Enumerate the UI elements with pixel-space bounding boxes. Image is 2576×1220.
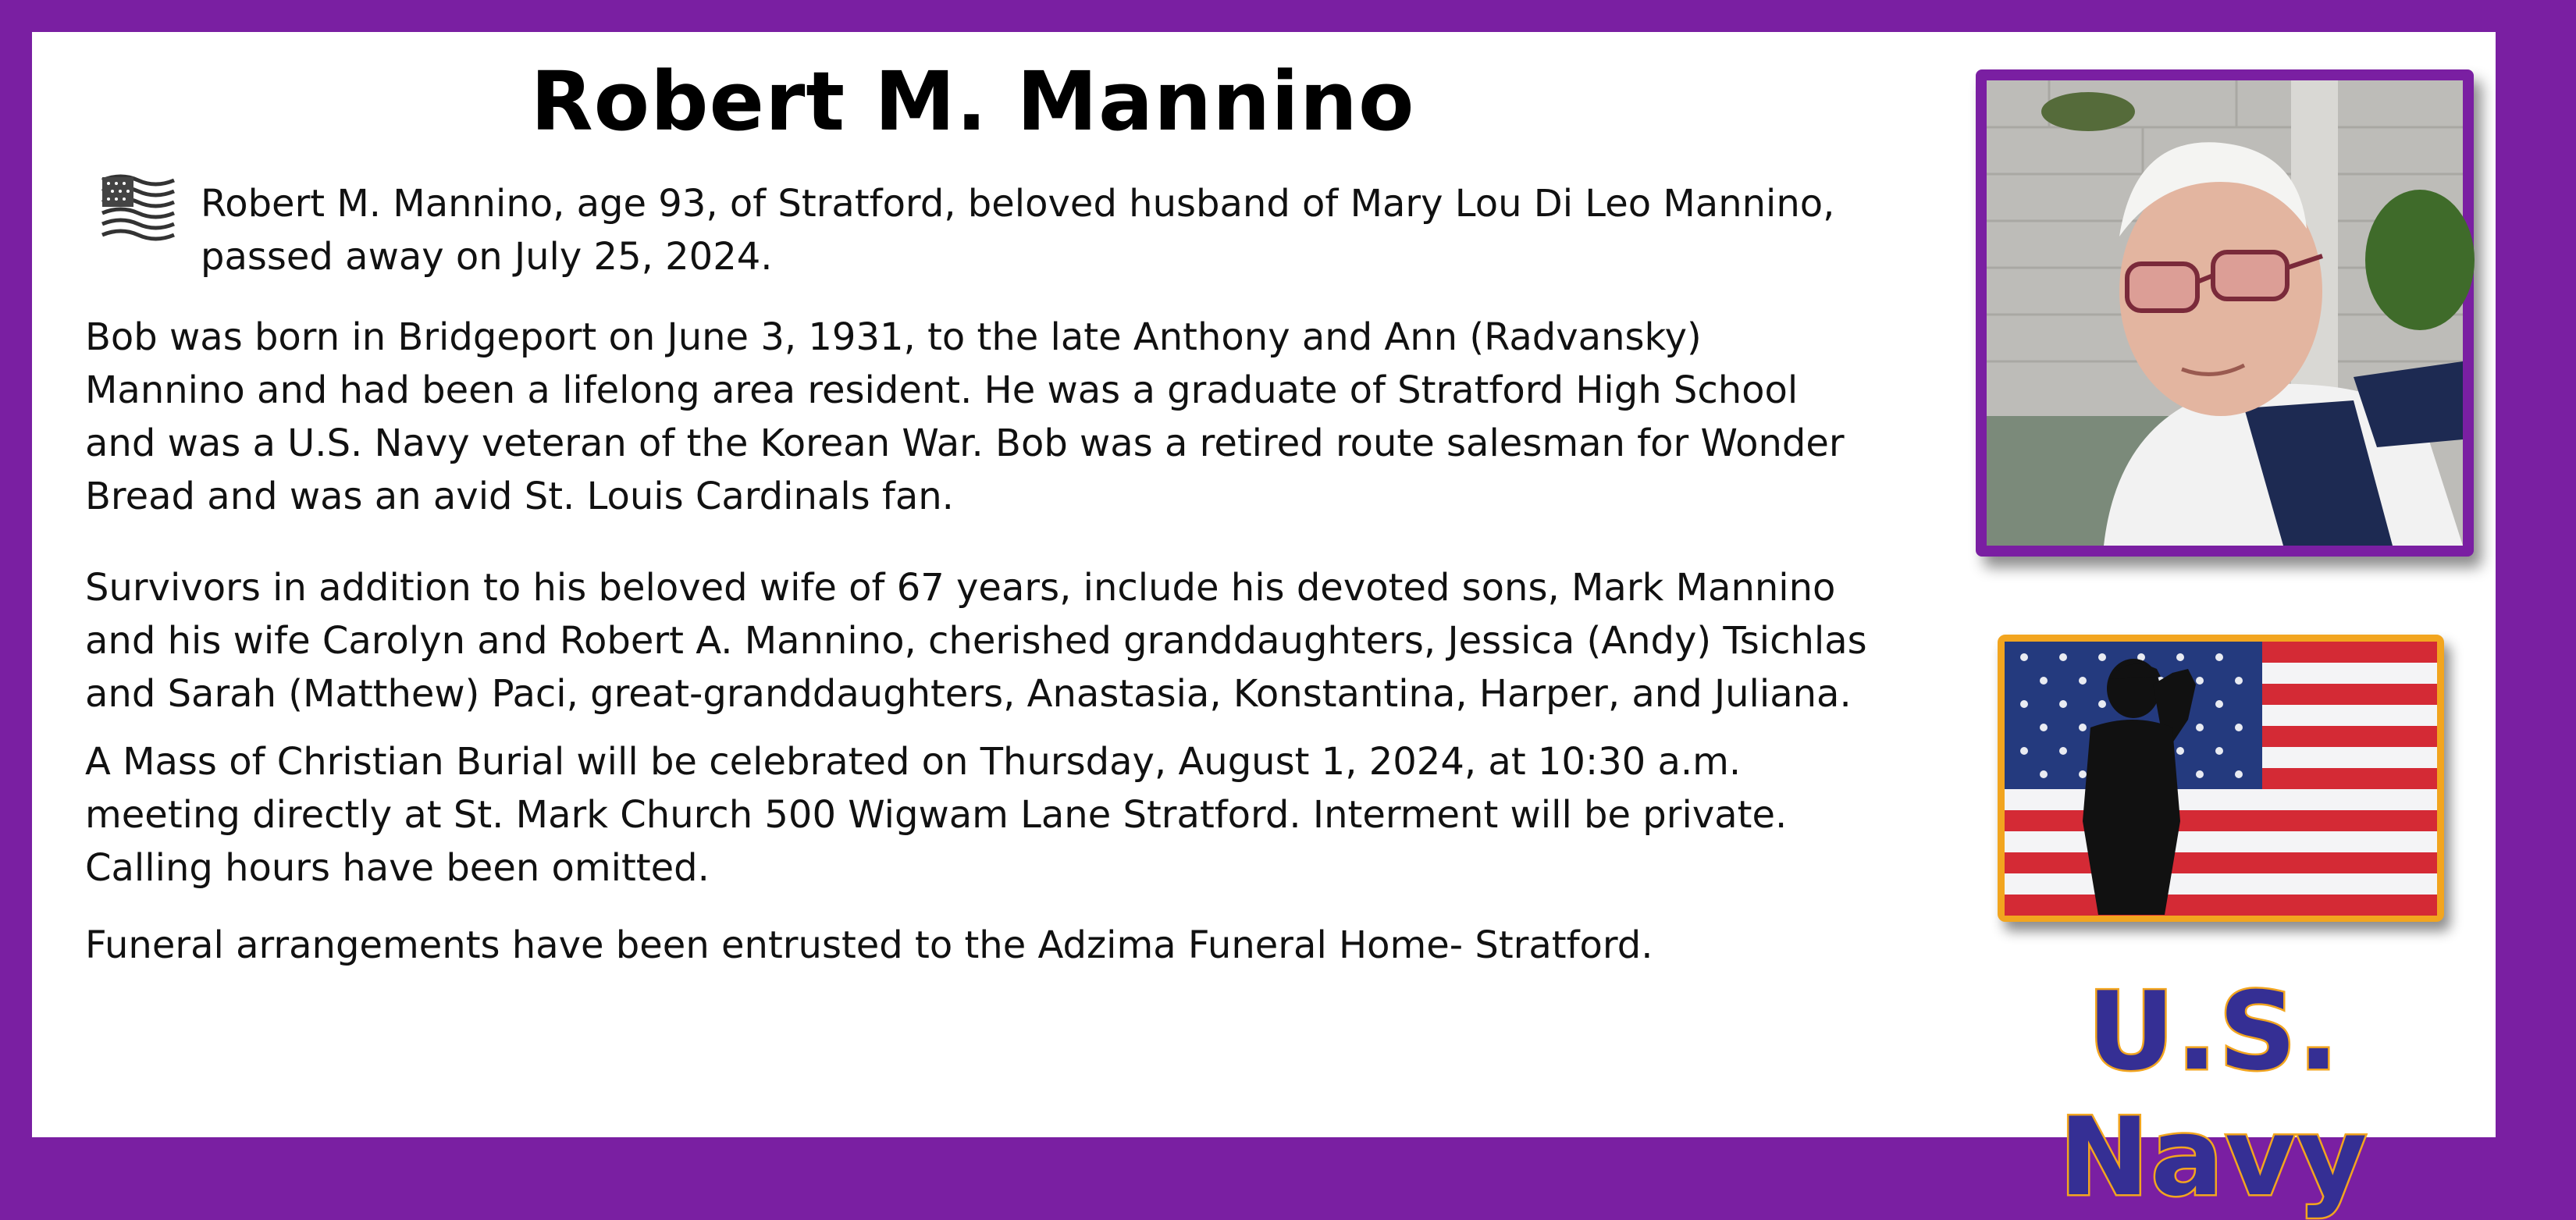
biography-line: and was a U.S. Navy veteran of the Korean War. Bob was a retired route salesman for Wonder xyxy=(85,421,1845,465)
portrait-photo xyxy=(1976,69,2474,557)
biography-line: Mannino and had been a lifelong area resident. He was a graduate of Stratford High School xyxy=(85,368,1799,412)
service-line: A Mass of Christian Burial will be celebrated on Thursday, August 1, 2024, at 10:30 a.m. xyxy=(85,740,1742,784)
service-paragraph xyxy=(85,735,1787,895)
service-line: meeting directly at St. Mark Church 500 Wigwam Lane Stratford. Interment will be private. xyxy=(85,793,1788,837)
obituary-card xyxy=(32,32,2496,1220)
intro-line: Robert M. Mannino, age 93, of Stratford, beloved husband of Mary Lou Di Leo Mannino, xyxy=(201,182,1835,226)
navy-branch-label: U.S. Navy xyxy=(2058,969,2369,1220)
survivors-paragraph xyxy=(85,561,1867,720)
intro-paragraph xyxy=(201,177,1834,283)
survivors-line: Survivors in addition to his beloved wife of 67 years, include his devoted sons, Mark Mannino xyxy=(85,566,1836,610)
biography-line: Bob was born in Bridgeport on June 3, 1931, to the late Anthony and Ann (Radvansky) xyxy=(85,315,1702,359)
flag-salute-illustration xyxy=(2005,642,2437,915)
biography-paragraph xyxy=(85,311,1845,523)
arrangements-paragraph xyxy=(85,919,1653,972)
portrait-illustration xyxy=(1987,80,2463,546)
intro-line: passed away on July 25, 2024. xyxy=(201,235,773,279)
us-flag-icon xyxy=(99,171,177,238)
arrangements-line: Funeral arrangements have been entrusted to the Adzima Funeral Home- Stratford. xyxy=(85,923,1653,967)
service-line: Calling hours have been omitted. xyxy=(85,846,710,890)
navy-salute-image xyxy=(1998,635,2444,922)
biography-line: Bread and was an avid St. Louis Cardinals fan. xyxy=(85,475,954,518)
survivors-line: and Sarah (Matthew) Paci, great-granddaughters, Anastasia, Konstantina, Harper, and Juliana. xyxy=(85,672,1852,716)
survivors-line: and his wife Carolyn and Robert A. Mannino, cherished granddaughters, Jessica (Andy) Tsichlas xyxy=(85,619,1867,663)
page-title: Robert M. Mannino xyxy=(530,54,1415,149)
